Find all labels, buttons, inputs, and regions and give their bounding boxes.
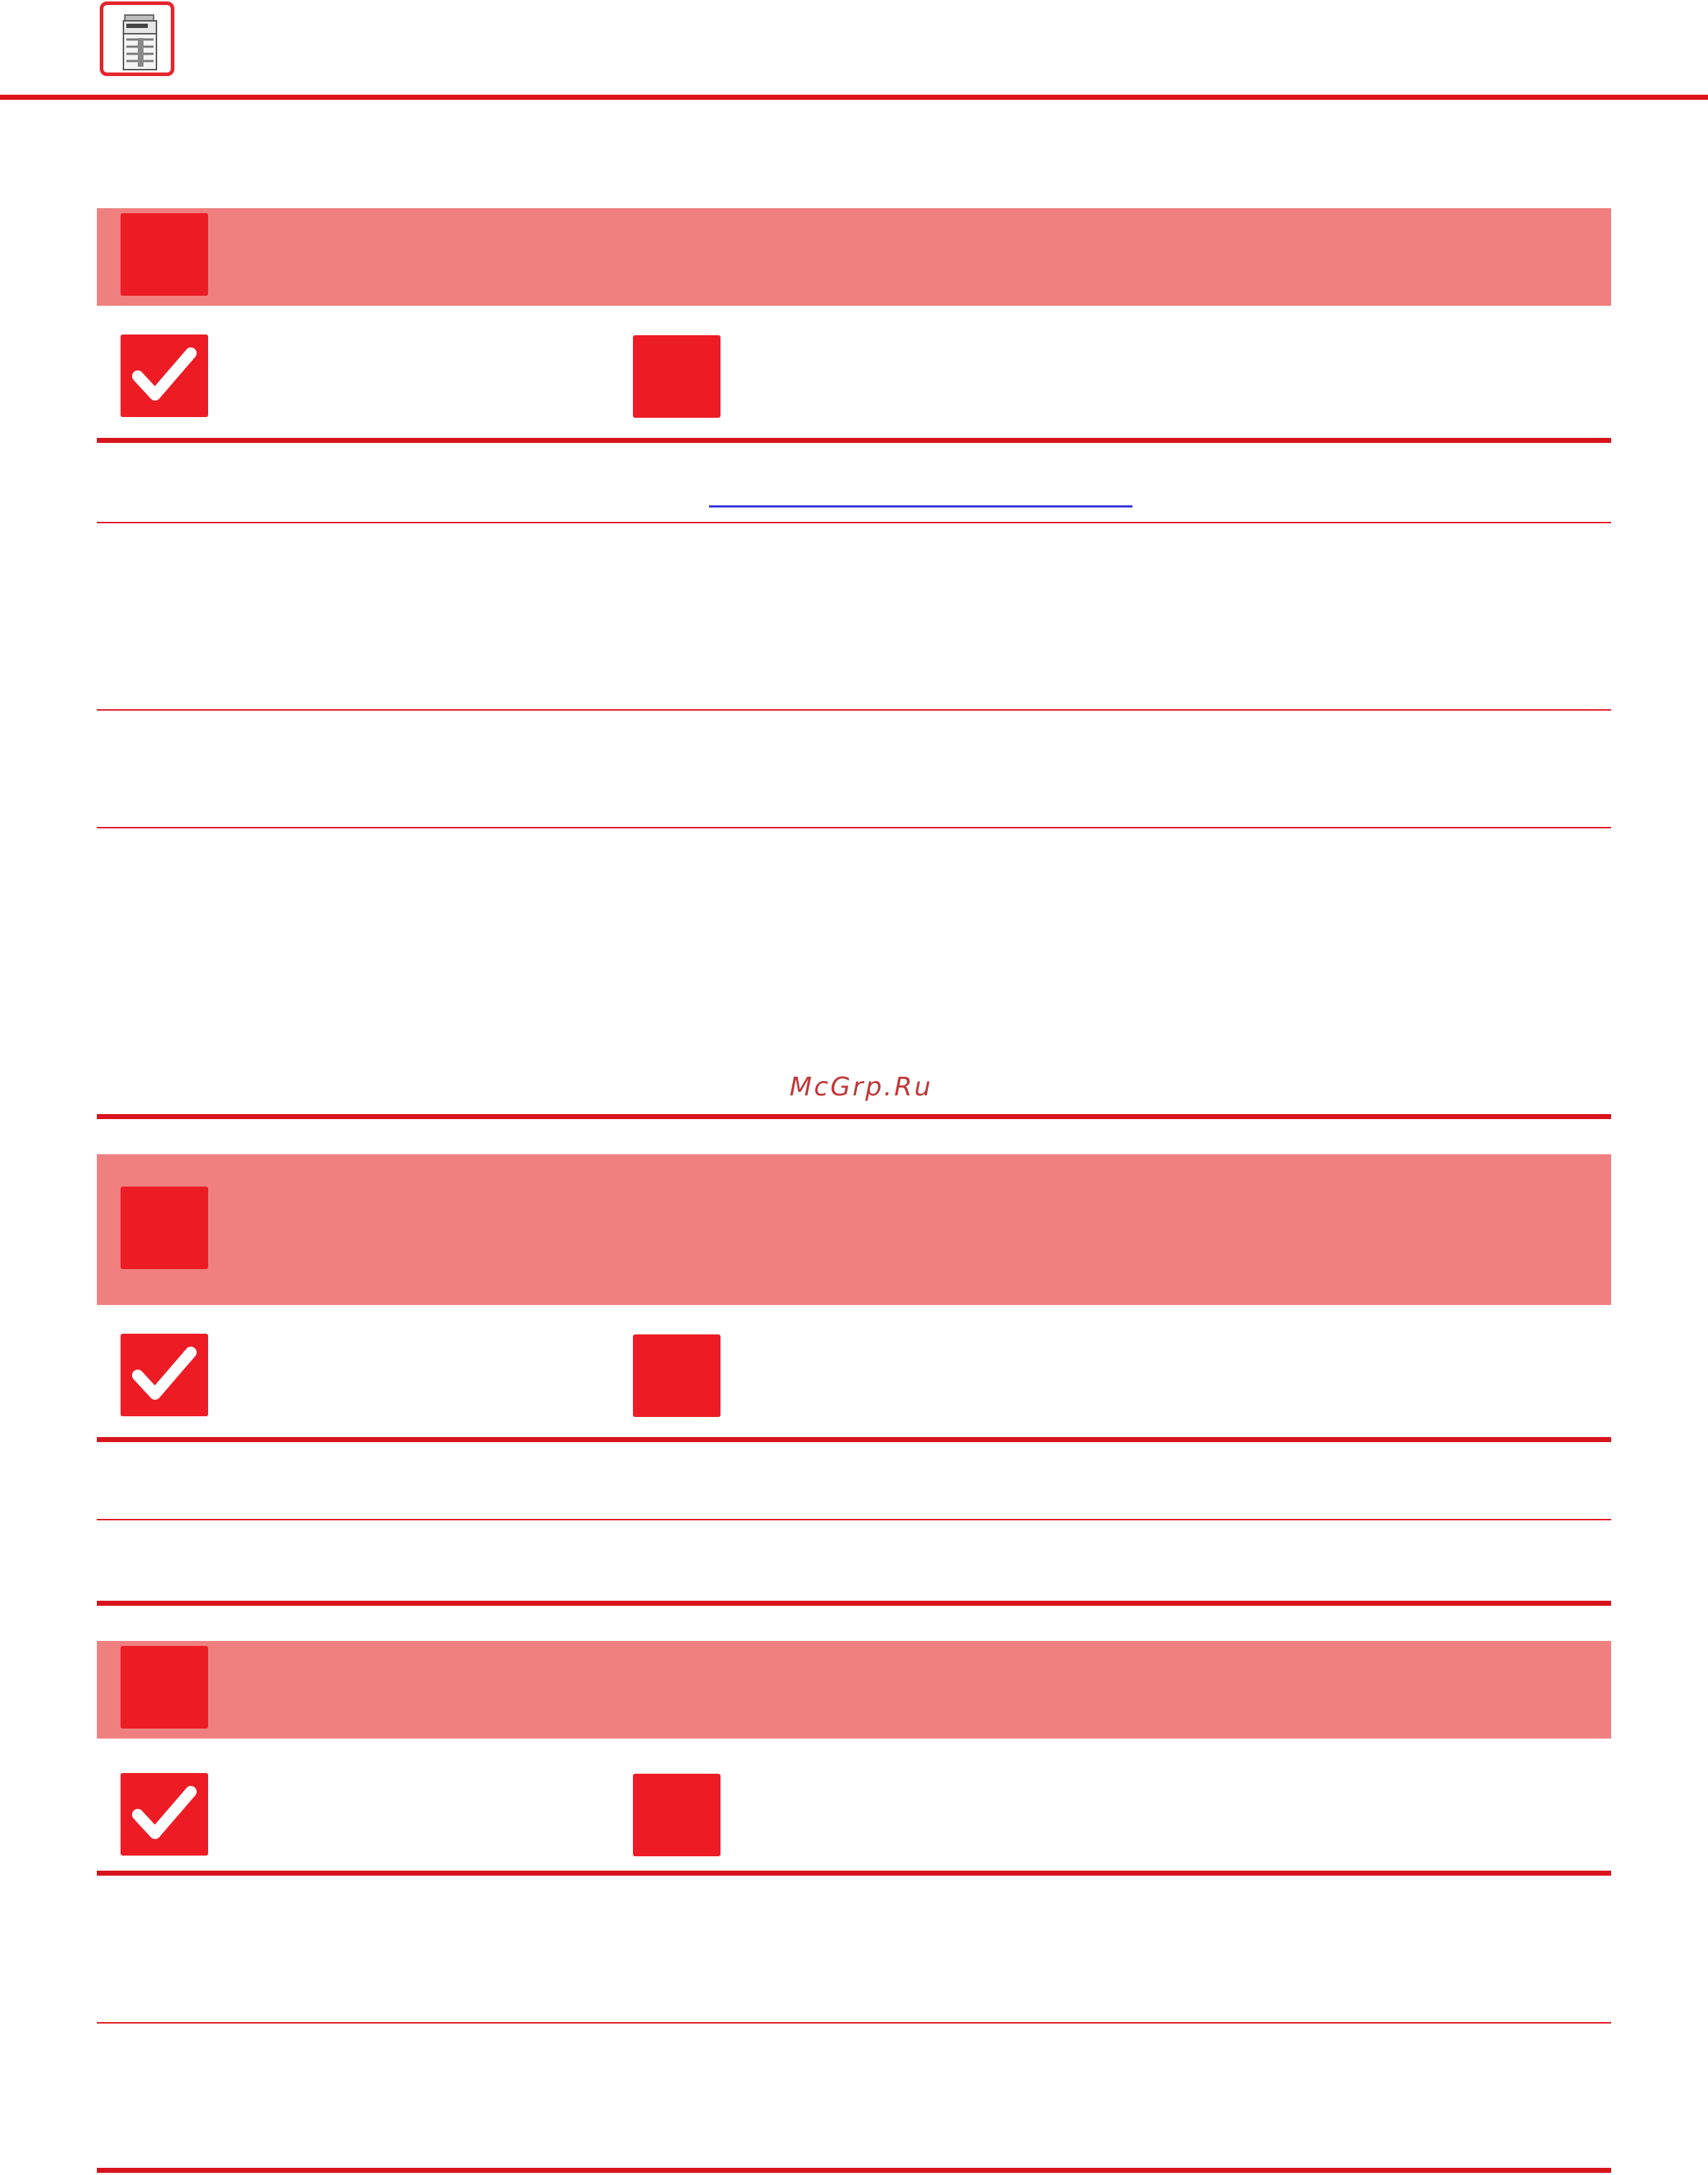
red-square-icon [121,1646,208,1729]
section-2-header-band [97,1154,1611,1305]
red-square-icon [633,335,721,418]
divider [97,522,1611,523]
section-rule [97,1601,1611,1606]
watermark: McGrp.Ru [789,1072,933,1102]
divider [97,709,1611,711]
red-square-icon [121,1187,208,1269]
section-3-rule [97,1871,1611,1876]
section-1-header-band [97,208,1611,306]
divider [97,2022,1611,2024]
section-rule [97,1114,1611,1119]
section-3-header-band [97,1641,1611,1739]
printer-icon [122,14,159,71]
divider [97,827,1611,828]
bottom-rule [97,2168,1611,2173]
section-2-rule [97,1437,1611,1442]
checkmark-icon [121,1334,208,1416]
checkmark-icon [121,1773,208,1856]
checkmark-icon [121,335,208,417]
section-1-rule [97,438,1611,443]
link-underline[interactable] [709,505,1132,508]
top-rule [0,95,1708,100]
printer-logo [100,1,174,76]
red-square-icon [121,213,208,296]
red-square-icon [633,1774,721,1856]
divider [97,1519,1611,1520]
red-square-icon [633,1334,721,1417]
